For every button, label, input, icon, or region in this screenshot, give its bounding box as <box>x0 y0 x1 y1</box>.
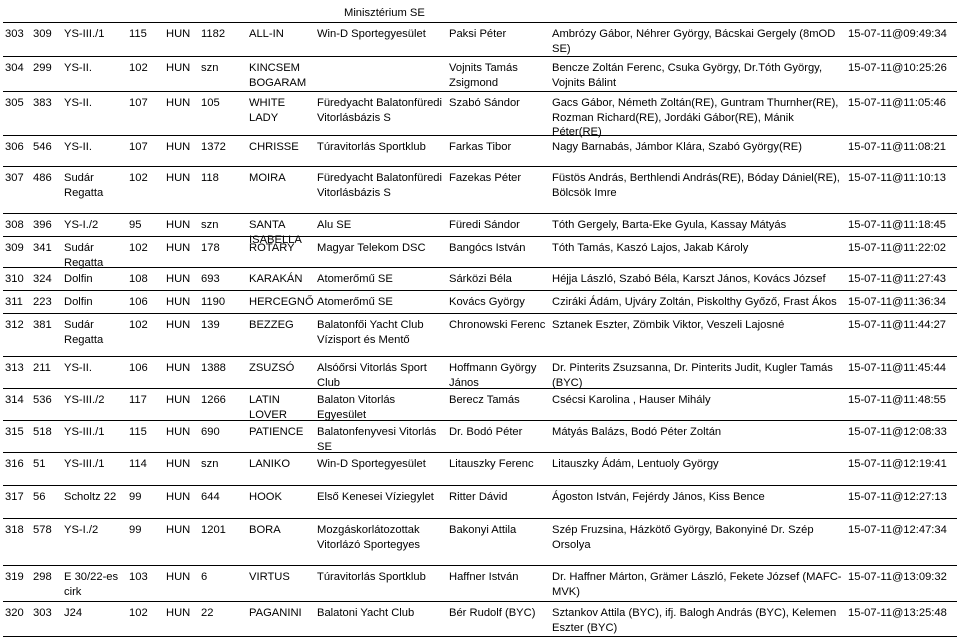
cell-crew: Szép Fruzsina, Házkötő György, Bakonyiné Dr. Szép Orsolya <box>552 524 814 551</box>
cell-skipper: Haffner István <box>449 571 519 583</box>
cell-cls: Scholtz 22 <box>64 491 117 503</box>
cell-crew: Tóth Gergely, Barta-Eke Gyula, Kassay Mátyás <box>552 219 787 231</box>
cell-yi: 102 <box>129 242 148 254</box>
cell-rank: 308 <box>5 219 24 231</box>
cell-finish: 15-07-11@10:25:26 <box>848 62 947 74</box>
cell-skipper: Fazekas Péter <box>449 172 522 184</box>
cell-cls: YS-I./2 <box>64 219 99 231</box>
table-row <box>3 420 957 453</box>
cell-cls: YS-II. <box>64 141 92 153</box>
cell-yi: 102 <box>129 319 148 331</box>
table-row <box>3 388 957 421</box>
cell-no: 536 <box>33 394 52 406</box>
cell-no: 546 <box>33 141 52 153</box>
cell-no: 486 <box>33 172 52 184</box>
cell-skipper: Szabó Sándor <box>449 97 520 109</box>
cell-club: Füredyacht Balatonfüredi Vitorlásbázis S <box>317 172 443 199</box>
cell-cls: YS-II. <box>64 362 92 374</box>
cell-yi: 107 <box>129 141 148 153</box>
cell-sail: szn <box>201 458 219 470</box>
cell-club: Túravitorlás Sportklub <box>317 571 426 583</box>
cell-club: Első Kenesei Víziegylet <box>317 491 434 503</box>
cell-club: Win-D Sportegyesület <box>317 28 426 40</box>
cell-yi: 114 <box>129 458 147 470</box>
cell-yi: 106 <box>129 296 148 308</box>
cell-crew: Füstös András, Berthlendi András(RE), Bóday Dániel(RE), Bölcsök Imre <box>552 172 840 199</box>
cell-boat: ROTARY <box>249 242 295 254</box>
cell-crew: Dr. Pinterits Zsuzsanna, Dr. Pinterits Judit, Kugler Tamás (BYC) <box>552 362 833 389</box>
cell-nat: HUN <box>166 219 191 231</box>
table-row <box>3 565 957 602</box>
cell-crew: Cziráki Ádám, Ujváry Zoltán, Piskolthy Győző, Frast Ákos <box>552 296 837 308</box>
cell-nat: HUN <box>166 458 191 470</box>
cell-nat: HUN <box>166 172 191 184</box>
cell-no: 578 <box>33 524 52 536</box>
cell-rank: 307 <box>5 172 24 184</box>
cell-crew: Ambrózy Gábor, Néhrer György, Bácskai Gergely (8mOD SE) <box>552 28 836 55</box>
cell-finish: 15-07-11@11:48:55 <box>848 394 947 406</box>
cell-nat: HUN <box>166 62 191 74</box>
cell-rank: 317 <box>5 491 24 503</box>
cell-rank: 318 <box>5 524 24 536</box>
cell-nat: HUN <box>166 524 191 536</box>
cell-finish: 15-07-11@11:45:44 <box>848 362 947 374</box>
cell-yi: 102 <box>129 607 148 619</box>
cell-no: 298 <box>33 571 52 583</box>
cell-skipper: Vojnits Tamás Zsigmond <box>449 62 518 89</box>
cell-sail: 105 <box>201 97 220 109</box>
cell-boat: SANTA ISABELLA <box>249 219 302 246</box>
cell-cls: YS-III./2 <box>64 394 105 406</box>
cell-finish: 15-07-11@11:10:13 <box>848 172 947 184</box>
cell-no: 309 <box>33 28 52 40</box>
cell-skipper: Füredi Sándor <box>449 219 520 231</box>
cell-yi: 107 <box>129 97 148 109</box>
cell-crew: Bencze Zoltán Ferenc, Csuka György, Dr.Tóth György, Vojnits Bálint <box>552 62 823 89</box>
cell-boat: ZSUZSÓ <box>249 362 295 374</box>
cell-club: Balatonfői Yacht Club Vízisport és Mentő <box>317 319 424 346</box>
table-row <box>3 290 957 314</box>
cell-rank: 311 <box>5 296 23 308</box>
cell-cls: YS-II. <box>64 62 92 74</box>
top-fragment-row <box>3 0 957 23</box>
cell-crew: Sztanek Eszter, Zömbik Viktor, Veszeli Lajosné <box>552 319 785 331</box>
cell-crew: Héjja László, Szabó Béla, Karszt János, Kovács József <box>552 273 826 285</box>
cell-club: Atomerőmű SE <box>317 273 393 285</box>
cell-cls: Sudár Regatta <box>64 172 104 199</box>
cell-finish: 15-07-11@12:19:41 <box>848 458 947 470</box>
cell-skipper: Berecz Tamás <box>449 394 520 406</box>
cell-yi: 99 <box>129 491 142 503</box>
cell-yi: 99 <box>129 524 142 536</box>
cell-boat: WHITE LADY <box>249 97 286 124</box>
table-row <box>3 518 957 566</box>
cell-nat: HUN <box>166 97 191 109</box>
cell-no: 303 <box>33 607 52 619</box>
cell-nat: HUN <box>166 362 191 374</box>
cell-cls: Sudár Regatta <box>64 319 104 346</box>
cell-skipper: Hoffmann György János <box>449 362 537 389</box>
table-row <box>3 22 957 57</box>
cell-boat: PATIENCE <box>249 426 304 438</box>
cell-no: 341 <box>33 242 52 254</box>
cell-cls: YS-III./1 <box>64 426 105 438</box>
cell-sail: 1190 <box>201 296 226 308</box>
table-row <box>3 213 957 246</box>
cell-no: 299 <box>33 62 52 74</box>
cell-club: Alsóőrsi Vitorlás Sport Club <box>317 362 427 389</box>
cell-sail: 644 <box>201 491 220 503</box>
cell-no: 383 <box>33 97 52 109</box>
cell-boat: KARAKÁN <box>249 273 303 285</box>
cell-finish: 15-07-11@11:44:27 <box>848 319 947 331</box>
cell-nat: HUN <box>166 571 191 583</box>
cell-cls: YS-II. <box>64 97 92 109</box>
cell-yi: 102 <box>129 62 148 74</box>
cell-crew: Ágoston István, Fejérdy János, Kiss Bence <box>552 491 765 503</box>
cell-rank: 320 <box>5 607 24 619</box>
cell-sail: 1201 <box>201 524 226 536</box>
cell-nat: HUN <box>166 273 191 285</box>
cell-rank: 304 <box>5 62 24 74</box>
cell-crew: Sztankov Attila (BYC), ifj. Balogh András (BYC), Kelemen Eszter (BYC) <box>552 607 837 634</box>
cell-finish: 15-07-11@13:09:32 <box>848 571 947 583</box>
cell-yi: 117 <box>129 394 147 406</box>
cell-sail: 693 <box>201 273 220 285</box>
cell-finish: 15-07-11@12:47:34 <box>848 524 947 536</box>
cell-boat: KINCSEM BOGARAM <box>249 62 307 89</box>
cell-no: 211 <box>33 362 51 374</box>
table-row <box>3 135 957 167</box>
cell-yi: 115 <box>129 426 147 438</box>
table-row <box>3 313 957 357</box>
cell-crew: Nagy Barnabás, Jámbor Klára, Szabó György(RE) <box>552 141 802 153</box>
cell-crew: Dr. Haffner Márton, Grämer László, Fekete József (MAFC-MVK) <box>552 571 842 598</box>
table-row <box>3 485 957 519</box>
cell-rank: 315 <box>5 426 24 438</box>
cell-yi: 103 <box>129 571 148 583</box>
cell-skipper: Dr. Bodó Péter <box>449 426 523 438</box>
cell-cls: YS-III./1 <box>64 28 105 40</box>
cell-sail: 139 <box>201 319 220 331</box>
table-row <box>3 601 957 637</box>
cell-boat: MOIRA <box>249 172 286 184</box>
cell-sail: 1182 <box>201 28 226 40</box>
cell-sail: 1266 <box>201 394 226 406</box>
cell-rank: 314 <box>5 394 24 406</box>
cell-nat: HUN <box>166 319 191 331</box>
table-row <box>3 267 957 291</box>
cell-boat: VIRTUS <box>249 571 290 583</box>
cell-rank: 309 <box>5 242 24 254</box>
cell-rank: 306 <box>5 141 24 153</box>
cell-club: Túravitorlás Sportklub <box>317 141 426 153</box>
cell-rank: 305 <box>5 97 24 109</box>
cell-nat: HUN <box>166 242 191 254</box>
cell-nat: HUN <box>166 394 191 406</box>
cell-finish: 15-07-11@09:49:34 <box>848 28 947 40</box>
cell-no: 381 <box>33 319 52 331</box>
cell-boat: BEZZEG <box>249 319 294 331</box>
cell-club: Balaton Vitorlás Egyesület <box>317 394 396 421</box>
cell-nat: HUN <box>166 28 191 40</box>
cell-no: 518 <box>33 426 52 438</box>
cell-yi: 102 <box>129 172 148 184</box>
cell-club: Win-D Sportegyesület <box>317 458 426 470</box>
cell-no: 324 <box>33 273 52 285</box>
cell-skipper: Bakonyi Attila <box>449 524 517 536</box>
cell-yi: 115 <box>129 28 147 40</box>
cell-boat: LANIKO <box>249 458 291 470</box>
cell-cls: Dolfin <box>64 296 93 308</box>
cell-no: 56 <box>33 491 46 503</box>
cell-nat: HUN <box>166 296 191 308</box>
cell-club: Alu SE <box>317 219 352 231</box>
cell-no: 396 <box>33 219 52 231</box>
cell-skipper: Litauszky Ferenc <box>449 458 534 470</box>
cell-sail: 178 <box>201 242 220 254</box>
cell-no: 51 <box>33 458 46 470</box>
cell-crew: Gacs Gábor, Németh Zoltán(RE), Guntram Thurnher(RE), Rozman Richard(RE), Jordáki Gábor(RE), Mánik Péter(RE) <box>552 97 839 139</box>
cell-skipper: Paksi Péter <box>449 28 507 40</box>
cell-sail: szn <box>201 62 219 74</box>
cell-skipper: Ritter Dávid <box>449 491 508 503</box>
cell-sail: 22 <box>201 607 214 619</box>
cell-finish: 15-07-11@11:27:43 <box>848 273 947 285</box>
cell-finish: 15-07-11@11:22:02 <box>848 242 947 254</box>
cell-skipper: Bangócs István <box>449 242 526 254</box>
cell-rank: 313 <box>5 362 24 374</box>
cell-no: 223 <box>33 296 52 308</box>
cell-crew: Csécsi Karolina , Hauser Mihály <box>552 394 711 406</box>
table-row <box>3 236 957 268</box>
cell-finish: 15-07-11@11:18:45 <box>848 219 947 231</box>
cell-skipper: Kovács György <box>449 296 525 308</box>
cell-boat: ALL-IN <box>249 28 284 40</box>
top-fragment-text: Minisztérium SE <box>344 7 425 19</box>
cell-sail: 6 <box>201 571 208 583</box>
table-row <box>3 452 957 486</box>
cell-crew: Mátyás Balázs, Bodó Péter Zoltán <box>552 426 722 438</box>
cell-finish: 15-07-11@12:08:33 <box>848 426 947 438</box>
cell-boat: LATIN LOVER <box>249 394 287 421</box>
cell-finish: 15-07-11@12:27:13 <box>848 491 947 503</box>
cell-rank: 312 <box>5 319 24 331</box>
cell-club: Magyar Telekom DSC <box>317 242 426 254</box>
cell-skipper: Sárközi Béla <box>449 273 512 285</box>
cell-cls: YS-III./1 <box>64 458 105 470</box>
cell-nat: HUN <box>166 426 191 438</box>
cell-skipper: Farkas Tibor <box>449 141 512 153</box>
cell-rank: 316 <box>5 458 24 470</box>
cell-boat: CHRISSE <box>249 141 299 153</box>
cell-cls: J24 <box>64 607 83 619</box>
cell-nat: HUN <box>166 141 191 153</box>
cell-rank: 319 <box>5 571 24 583</box>
cell-yi: 108 <box>129 273 148 285</box>
cell-sail: 690 <box>201 426 220 438</box>
cell-finish: 15-07-11@13:25:48 <box>848 607 947 619</box>
cell-boat: HERCEGNŐ <box>249 296 314 308</box>
cell-sail: 118 <box>201 172 219 184</box>
cell-crew: Tóth Tamás, Kaszó Lajos, Jakab Károly <box>552 242 749 254</box>
cell-finish: 15-07-11@11:05:46 <box>848 97 947 109</box>
cell-finish: 15-07-11@11:36:34 <box>848 296 947 308</box>
cell-club: Füredyacht Balatonfüredi Vitorlásbázis S <box>317 97 443 124</box>
cell-rank: 303 <box>5 28 24 40</box>
table-row <box>3 166 957 214</box>
cell-cls: YS-I./2 <box>64 524 99 536</box>
cell-nat: HUN <box>166 607 191 619</box>
cell-cls: Dolfin <box>64 273 93 285</box>
cell-nat: HUN <box>166 491 191 503</box>
table-row <box>3 56 957 92</box>
cell-rank: 310 <box>5 273 24 285</box>
table-row <box>3 91 957 139</box>
cell-yi: 95 <box>129 219 142 231</box>
cell-boat: HOOK <box>249 491 282 503</box>
cell-sail: szn <box>201 219 219 231</box>
cell-finish: 15-07-11@11:08:21 <box>848 141 947 153</box>
cell-yi: 106 <box>129 362 148 374</box>
cell-cls: Sudár Regatta <box>64 242 104 269</box>
cell-cls: E 30/22-es cirk <box>64 571 119 598</box>
cell-skipper: Bér Rudolf (BYC) <box>449 607 536 619</box>
cell-club: Atomerőmű SE <box>317 296 393 308</box>
cell-club: Mozgáskorlátozottak Vitorlázó Sportegyes <box>317 524 421 551</box>
cell-skipper: Chronowski Ferenc <box>449 319 546 331</box>
cell-sail: 1388 <box>201 362 226 374</box>
cell-sail: 1372 <box>201 141 226 153</box>
cell-crew: Litauszky Ádám, Lentuoly György <box>552 458 719 470</box>
cell-club: Balatoni Yacht Club <box>317 607 415 619</box>
table-row <box>3 356 957 389</box>
cell-club: Balatonfenyvesi Vitorlás SE <box>317 426 437 453</box>
cell-boat: BORA <box>249 524 281 536</box>
cell-boat: PAGANINI <box>249 607 302 619</box>
